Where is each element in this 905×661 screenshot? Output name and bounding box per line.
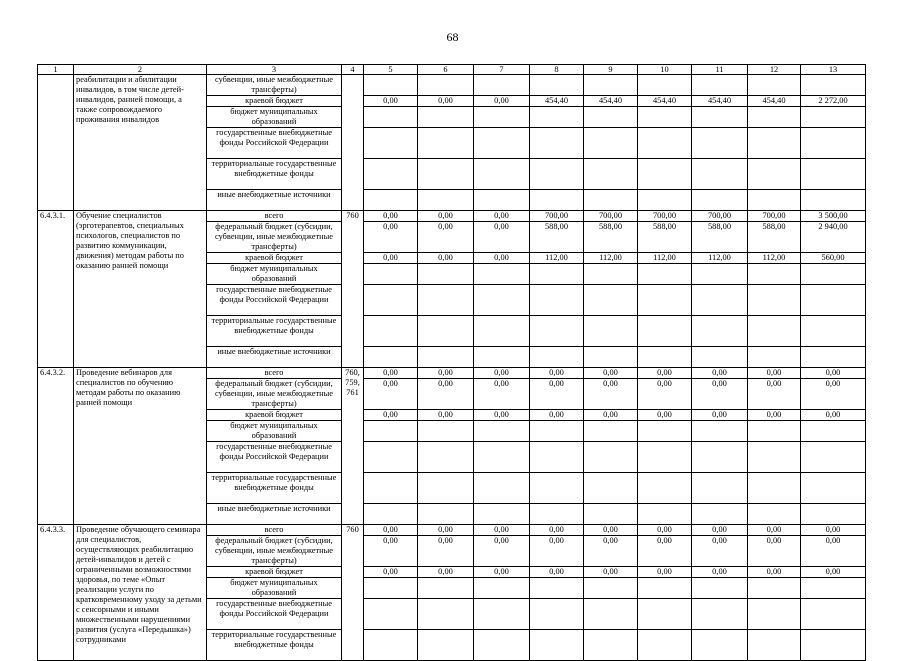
amount-cell: [638, 630, 692, 661]
amount-cell: [530, 75, 584, 96]
amount-cell: [364, 504, 418, 525]
amount-cell: 0,00: [474, 536, 530, 567]
funding-source: территориальные государственные внебюджетные фонды: [207, 159, 342, 190]
amount-cell: [638, 190, 692, 211]
amount-cell: [692, 107, 748, 128]
amount-cell: [584, 599, 638, 630]
participant-code: 760, 759, 761: [342, 368, 364, 525]
amount-cell: [638, 504, 692, 525]
amount-cell: 0,00: [364, 253, 418, 264]
amount-cell: [801, 128, 866, 159]
amount-cell: [692, 473, 748, 504]
amount-cell: [584, 442, 638, 473]
amount-cell: [748, 316, 801, 347]
amount-cell: [474, 264, 530, 285]
amount-cell: [418, 264, 474, 285]
amount-cell: 0,00: [638, 379, 692, 410]
amount-cell: [638, 578, 692, 599]
amount-cell: [418, 504, 474, 525]
amount-cell: [692, 630, 748, 661]
amount-cell: 588,00: [692, 222, 748, 253]
table-row: [38, 368, 866, 379]
table-row: [38, 211, 866, 222]
header-cell: 10: [638, 65, 692, 75]
amount-cell: [364, 107, 418, 128]
amount-cell: [748, 107, 801, 128]
amount-cell: 0,00: [530, 567, 584, 578]
amount-cell: 0,00: [530, 536, 584, 567]
header-cell: 3: [207, 65, 342, 75]
amount-cell: [418, 159, 474, 190]
amount-cell: [474, 75, 530, 96]
amount-cell: [530, 630, 584, 661]
amount-cell: [418, 285, 474, 316]
amount-cell: [364, 75, 418, 96]
amount-cell: [638, 421, 692, 442]
amount-cell: 0,00: [801, 379, 866, 410]
amount-cell: [474, 442, 530, 473]
amount-cell: 0,00: [474, 567, 530, 578]
amount-cell: [692, 75, 748, 96]
amount-cell: 0,00: [530, 410, 584, 421]
amount-cell: [584, 578, 638, 599]
amount-cell: 0,00: [474, 410, 530, 421]
amount-cell: 0,00: [584, 536, 638, 567]
amount-cell: 112,00: [638, 253, 692, 264]
amount-cell: [801, 75, 866, 96]
amount-cell: 0,00: [474, 379, 530, 410]
amount-cell: [692, 442, 748, 473]
amount-cell: [474, 159, 530, 190]
header-cell: 5: [364, 65, 418, 75]
amount-cell: [748, 347, 801, 368]
amount-cell: [584, 504, 638, 525]
funding-source: территориальные государственные внебюджетные фонды: [207, 630, 342, 661]
amount-cell: 700,00: [692, 211, 748, 222]
amount-cell: 0,00: [418, 410, 474, 421]
amount-cell: 0,00: [364, 410, 418, 421]
funding-source: бюджет муниципальных образований: [207, 107, 342, 128]
amount-cell: 0,00: [748, 379, 801, 410]
amount-cell: 0,00: [364, 222, 418, 253]
table-row: [38, 525, 866, 536]
amount-cell: [638, 347, 692, 368]
amount-cell: [530, 442, 584, 473]
amount-cell: [364, 190, 418, 211]
amount-cell: [474, 473, 530, 504]
amount-cell: [692, 316, 748, 347]
amount-cell: 0,00: [801, 536, 866, 567]
amount-cell: [692, 421, 748, 442]
amount-cell: [530, 264, 584, 285]
amount-cell: 0,00: [418, 567, 474, 578]
amount-cell: 0,00: [364, 368, 418, 379]
amount-cell: 588,00: [530, 222, 584, 253]
amount-cell: 0,00: [364, 536, 418, 567]
funding-source: субвенции, иные межбюджетные трансферты): [207, 75, 342, 96]
funding-source: территориальные государственные внебюджетные фонды: [207, 316, 342, 347]
header-row: [38, 65, 866, 75]
amount-cell: 0,00: [584, 368, 638, 379]
amount-cell: [692, 159, 748, 190]
amount-cell: 112,00: [584, 253, 638, 264]
funding-source: территориальные государственные внебюджетные фонды: [207, 473, 342, 504]
amount-cell: [584, 264, 638, 285]
funding-source: бюджет муниципальных образований: [207, 578, 342, 599]
amount-cell: 0,00: [418, 368, 474, 379]
amount-cell: [801, 159, 866, 190]
header-cell: 6: [418, 65, 474, 75]
amount-cell: 0,00: [748, 368, 801, 379]
amount-cell: 0,00: [692, 536, 748, 567]
amount-cell: 0,00: [801, 567, 866, 578]
amount-cell: [418, 347, 474, 368]
amount-cell: [692, 264, 748, 285]
amount-cell: [638, 264, 692, 285]
header-cell: 11: [692, 65, 748, 75]
amount-cell: [801, 107, 866, 128]
amount-cell: [530, 599, 584, 630]
funding-source: краевой бюджет: [207, 410, 342, 421]
amount-cell: [530, 421, 584, 442]
amount-cell: [748, 504, 801, 525]
funding-source: всего: [207, 368, 342, 379]
amount-cell: [418, 421, 474, 442]
amount-cell: [638, 285, 692, 316]
funding-source: иные внебюджетные источники: [207, 190, 342, 211]
amount-cell: 454,40: [692, 96, 748, 107]
funding-source: краевой бюджет: [207, 567, 342, 578]
amount-cell: [364, 421, 418, 442]
amount-cell: [584, 285, 638, 316]
amount-cell: [418, 316, 474, 347]
amount-cell: [474, 504, 530, 525]
amount-cell: [801, 578, 866, 599]
amount-cell: 700,00: [584, 211, 638, 222]
amount-cell: [692, 285, 748, 316]
amount-cell: [418, 107, 474, 128]
amount-cell: [801, 347, 866, 368]
amount-cell: 0,00: [692, 368, 748, 379]
funding-source: всего: [207, 525, 342, 536]
amount-cell: 0,00: [638, 567, 692, 578]
amount-cell: [801, 190, 866, 211]
amount-cell: [474, 316, 530, 347]
item-name: Проведение вебинаров для специалистов по обучению методам работы по оказанию ранней помощи: [74, 368, 207, 525]
amount-cell: [584, 630, 638, 661]
amount-cell: 588,00: [584, 222, 638, 253]
amount-cell: [692, 599, 748, 630]
amount-cell: 0,00: [584, 410, 638, 421]
funding-source: бюджет муниципальных образований: [207, 264, 342, 285]
amount-cell: 0,00: [638, 536, 692, 567]
amount-cell: [418, 442, 474, 473]
header-cell: 9: [584, 65, 638, 75]
amount-cell: [530, 347, 584, 368]
amount-cell: 3 500,00: [801, 211, 866, 222]
funding-source: федеральный бюджет (субсидии, субвенции, иные межбюджетные трансферты): [207, 536, 342, 567]
amount-cell: 454,40: [584, 96, 638, 107]
page-number: 68: [446, 30, 459, 44]
amount-cell: [418, 128, 474, 159]
amount-cell: [638, 107, 692, 128]
amount-cell: [748, 578, 801, 599]
amount-cell: [638, 159, 692, 190]
amount-cell: [474, 421, 530, 442]
amount-cell: 2 940,00: [801, 222, 866, 253]
amount-cell: [692, 504, 748, 525]
amount-cell: 0,00: [364, 525, 418, 536]
amount-cell: 0,00: [474, 253, 530, 264]
amount-cell: 0,00: [418, 536, 474, 567]
amount-cell: [638, 473, 692, 504]
item-code: 6.4.3.2.: [38, 368, 74, 525]
amount-cell: [801, 504, 866, 525]
item-name: реабилитации и абилитации инвалидов, в том числе детей-инвалидов, ранней помощи, а также сопровождаемого проживания инвалидов: [74, 75, 207, 211]
amount-cell: 560,00: [801, 253, 866, 264]
item-name: Проведение обучающего семинара для специалистов, осуществляющих реабилитацию детей-инвалидов и детей с ограниченными возможностями здоровья, по теме «Опыт реализации услуги по кратковременному уходу за детьми с сенсорными и иными множественными нарушениями развития (услуга «Передышка») сотрудниками: [74, 525, 207, 661]
amount-cell: [584, 473, 638, 504]
amount-cell: [748, 599, 801, 630]
amount-cell: [530, 316, 584, 347]
amount-cell: [692, 347, 748, 368]
amount-cell: [638, 128, 692, 159]
amount-cell: [474, 347, 530, 368]
amount-cell: 0,00: [748, 567, 801, 578]
amount-cell: 0,00: [418, 253, 474, 264]
amount-cell: 454,40: [638, 96, 692, 107]
funding-source: всего: [207, 211, 342, 222]
amount-cell: 0,00: [801, 525, 866, 536]
amount-cell: [418, 578, 474, 599]
amount-cell: 0,00: [748, 536, 801, 567]
amount-cell: [748, 473, 801, 504]
funding-source: иные внебюджетные источники: [207, 504, 342, 525]
funding-source: краевой бюджет: [207, 253, 342, 264]
amount-cell: [748, 75, 801, 96]
amount-cell: [692, 128, 748, 159]
amount-cell: [638, 75, 692, 96]
amount-cell: [364, 578, 418, 599]
amount-cell: 0,00: [638, 525, 692, 536]
amount-cell: [474, 128, 530, 159]
amount-cell: [530, 107, 584, 128]
amount-cell: 0,00: [364, 379, 418, 410]
item-code: [38, 75, 74, 211]
amount-cell: [474, 285, 530, 316]
amount-cell: [364, 159, 418, 190]
amount-cell: 0,00: [584, 567, 638, 578]
header-cell: 8: [530, 65, 584, 75]
amount-cell: 0,00: [364, 211, 418, 222]
amount-cell: 2 272,00: [801, 96, 866, 107]
amount-cell: 0,00: [692, 567, 748, 578]
amount-cell: [530, 190, 584, 211]
amount-cell: [530, 504, 584, 525]
funding-source: государственные внебюджетные фонды Российской Федерации: [207, 285, 342, 316]
amount-cell: [474, 630, 530, 661]
funding-source: федеральный бюджет (субсидии, субвенции, иные межбюджетные трансферты): [207, 222, 342, 253]
amount-cell: 0,00: [418, 96, 474, 107]
amount-cell: 454,40: [748, 96, 801, 107]
amount-cell: 0,00: [584, 379, 638, 410]
amount-cell: [801, 421, 866, 442]
amount-cell: [748, 128, 801, 159]
amount-cell: 0,00: [474, 96, 530, 107]
funding-source: государственные внебюджетные фонды Российской Федерации: [207, 599, 342, 630]
header-cell: 2: [74, 65, 207, 75]
item-code: 6.4.3.1.: [38, 211, 74, 368]
header-cell: 12: [748, 65, 801, 75]
amount-cell: [530, 473, 584, 504]
amount-cell: 0,00: [692, 525, 748, 536]
amount-cell: [801, 630, 866, 661]
amount-cell: 700,00: [748, 211, 801, 222]
participant-code: 760: [342, 211, 364, 368]
amount-cell: [801, 316, 866, 347]
amount-cell: [748, 630, 801, 661]
amount-cell: [584, 107, 638, 128]
amount-cell: 0,00: [418, 222, 474, 253]
amount-cell: [364, 128, 418, 159]
header-cell: 13: [801, 65, 866, 75]
amount-cell: 588,00: [638, 222, 692, 253]
amount-cell: [638, 599, 692, 630]
amount-cell: [801, 442, 866, 473]
amount-cell: [364, 316, 418, 347]
amount-cell: [474, 599, 530, 630]
amount-cell: [748, 285, 801, 316]
amount-cell: 454,40: [530, 96, 584, 107]
amount-cell: 112,00: [530, 253, 584, 264]
funding-source: федеральный бюджет (субсидии, субвенции, иные межбюджетные трансферты): [207, 379, 342, 410]
amount-cell: [748, 442, 801, 473]
amount-cell: [474, 107, 530, 128]
amount-cell: [474, 578, 530, 599]
item-code: 6.4.3.3.: [38, 525, 74, 661]
header-cell: 7: [474, 65, 530, 75]
amount-cell: [801, 473, 866, 504]
amount-cell: [748, 264, 801, 285]
amount-cell: [418, 75, 474, 96]
funding-source: государственные внебюджетные фонды Российской Федерации: [207, 442, 342, 473]
amount-cell: 0,00: [801, 410, 866, 421]
amount-cell: [638, 316, 692, 347]
amount-cell: 0,00: [801, 368, 866, 379]
item-name: Обучение специалистов (эрготерапевтов, специальных психологов, специалистов по развитию коммуникации, движения) методам работы по оказанию ранней помощи: [74, 211, 207, 368]
amount-cell: [474, 190, 530, 211]
amount-cell: [530, 578, 584, 599]
amount-cell: [364, 630, 418, 661]
amount-cell: 0,00: [530, 368, 584, 379]
amount-cell: [692, 190, 748, 211]
amount-cell: 0,00: [692, 410, 748, 421]
participant-code: 760: [342, 525, 364, 661]
amount-cell: [530, 285, 584, 316]
participant-code: [342, 75, 364, 211]
amount-cell: 588,00: [748, 222, 801, 253]
amount-cell: [530, 159, 584, 190]
amount-cell: [364, 285, 418, 316]
funding-source: иные внебюджетные источники: [207, 347, 342, 368]
amount-cell: 0,00: [638, 410, 692, 421]
amount-cell: [748, 190, 801, 211]
funding-source: краевой бюджет: [207, 96, 342, 107]
header-cell: 1: [38, 65, 74, 75]
amount-cell: [364, 347, 418, 368]
amount-cell: [364, 442, 418, 473]
amount-cell: [530, 128, 584, 159]
amount-cell: 0,00: [748, 410, 801, 421]
amount-cell: [638, 442, 692, 473]
budget-table: [37, 64, 866, 661]
amount-cell: 0,00: [638, 368, 692, 379]
amount-cell: 0,00: [692, 379, 748, 410]
amount-cell: [364, 473, 418, 504]
table-row: [38, 75, 866, 96]
amount-cell: 112,00: [748, 253, 801, 264]
funding-source: государственные внебюджетные фонды Российской Федерации: [207, 128, 342, 159]
amount-cell: 0,00: [364, 96, 418, 107]
amount-cell: [418, 473, 474, 504]
amount-cell: [584, 75, 638, 96]
amount-cell: [801, 285, 866, 316]
amount-cell: [584, 316, 638, 347]
amount-cell: [748, 159, 801, 190]
amount-cell: 700,00: [638, 211, 692, 222]
amount-cell: [801, 599, 866, 630]
amount-cell: 0,00: [584, 525, 638, 536]
amount-cell: [418, 630, 474, 661]
amount-cell: [364, 264, 418, 285]
amount-cell: [692, 578, 748, 599]
amount-cell: [364, 599, 418, 630]
amount-cell: [748, 421, 801, 442]
amount-cell: 700,00: [530, 211, 584, 222]
amount-cell: 112,00: [692, 253, 748, 264]
amount-cell: 0,00: [418, 211, 474, 222]
header-cell: 4: [342, 65, 364, 75]
amount-cell: 0,00: [530, 379, 584, 410]
amount-cell: 0,00: [418, 525, 474, 536]
amount-cell: [418, 190, 474, 211]
amount-cell: [584, 190, 638, 211]
amount-cell: 0,00: [748, 525, 801, 536]
amount-cell: [801, 264, 866, 285]
amount-cell: [584, 421, 638, 442]
amount-cell: 0,00: [364, 567, 418, 578]
amount-cell: [418, 599, 474, 630]
amount-cell: [584, 128, 638, 159]
amount-cell: 0,00: [474, 222, 530, 253]
amount-cell: [584, 159, 638, 190]
amount-cell: 0,00: [474, 525, 530, 536]
amount-cell: 0,00: [530, 525, 584, 536]
amount-cell: [584, 347, 638, 368]
amount-cell: 0,00: [418, 379, 474, 410]
amount-cell: 0,00: [474, 368, 530, 379]
amount-cell: 0,00: [474, 211, 530, 222]
funding-source: бюджет муниципальных образований: [207, 421, 342, 442]
